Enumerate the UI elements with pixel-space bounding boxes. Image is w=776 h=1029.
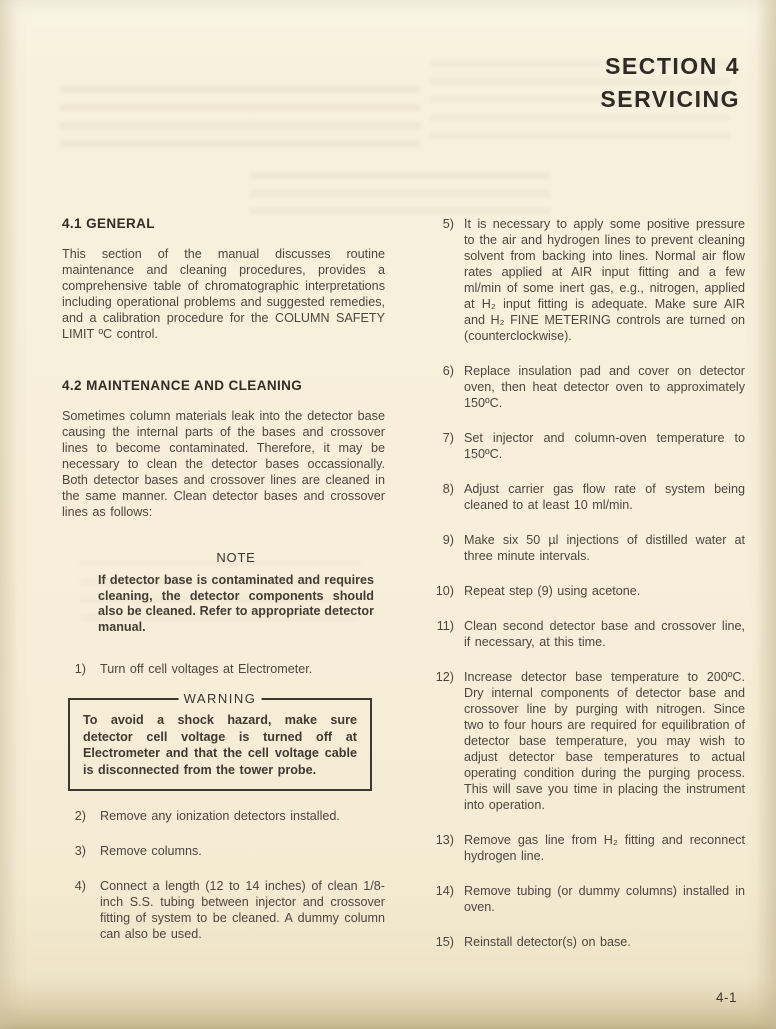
step-item [428, 216, 745, 344]
step-text: Remove tubing (or dummy columns) installed in oven. [464, 884, 745, 914]
step-item [62, 808, 385, 824]
note-title: NOTE [216, 550, 256, 565]
warning-body: To avoid a shock hazard, make sure detector cell voltage is turned off at Electrometer and that the cell voltage cable is disconnected from the tower probe. [83, 713, 357, 777]
step-text: Turn off cell voltages at Electrometer. [100, 662, 313, 677]
step-item [428, 883, 745, 915]
step-text: Reinstall detector(s) on base. [464, 935, 631, 949]
step-number: 10) [435, 584, 454, 598]
step-number: 9) [442, 533, 454, 547]
two-column-body [62, 216, 745, 950]
step-text: Remove gas line from H₂ fitting and reconnect hydrogen line. [464, 833, 745, 863]
step-item [428, 618, 745, 650]
step-text: It is necessary to apply some positive pressure to the air and hydrogen lines to prevent cleaning solvent from backing into lines. Normal air flow rates applied at AIR input fitting and a few ml/min of some inert gas, e.g., nitrogen, applied at H₂ input fitting is adequate. Make sure AIR and H₂ FINE METERING controls are turned on (counterclockwise). [464, 217, 745, 343]
step-text: Remove any ionization detectors installed. [100, 809, 340, 824]
heading-4-2-maintenance: 4.2 MAINTENANCE AND CLEANING [62, 378, 303, 393]
step-number: 3) [74, 844, 86, 859]
step-item [62, 878, 385, 942]
step-item [62, 843, 385, 859]
step-text: Repeat step (9) using acetone. [464, 584, 641, 598]
warning-title: WARNING [179, 691, 262, 706]
step-item [428, 583, 745, 599]
section-title-line1: SECTION 4 [605, 53, 740, 79]
step-number: 1) [74, 662, 86, 677]
step-number: 5) [442, 217, 454, 231]
step-number: 4) [74, 879, 86, 894]
page-number: 4-1 [715, 990, 737, 1005]
paragraph-maintenance: Sometimes column materials leak into the detector base causing the internal parts of the bases and crossover lines to become contaminated. Therefore, it may be necessary to clean the detector bases occassionally. Both detector bases and crossover lines are cleaned in the same manner. Clean detector bases and crossover lines as follows: [62, 409, 385, 519]
step-number: 14) [435, 884, 454, 898]
step-item [428, 669, 745, 813]
bleedthrough-artifact [60, 86, 420, 156]
step-item [62, 661, 385, 677]
step-text: Remove columns. [100, 844, 202, 859]
bleedthrough-artifact [250, 172, 550, 218]
step-number: 13) [435, 833, 454, 847]
step-item [428, 832, 745, 864]
section-title-line2: SERVICING [600, 86, 740, 112]
step-number: 8) [442, 482, 454, 496]
step-item [428, 934, 745, 950]
step-number: 6) [442, 364, 454, 378]
step-text: Set injector and column-oven temperature to 150ºC. [464, 431, 745, 461]
warning-box [68, 691, 372, 791]
note-block [98, 550, 374, 635]
section-header [600, 50, 740, 116]
step-text: Replace insulation pad and cover on detector oven, then heat detector oven to approximately 150ºC. [464, 364, 745, 410]
step-text: Adjust carrier gas flow rate of system being cleaned to at least 10 ml/min. [464, 482, 745, 512]
step-number: 12) [435, 670, 454, 684]
step-item [428, 481, 745, 513]
step-text: Make six 50 µl injections of distilled water at three minute intervals. [464, 533, 745, 563]
step-text: Increase detector base temperature to 200ºC. Dry internal components of detector base and crossover line by purging with nitrogen. Since two to four hours are required for equilibration of detector base temperature, you may wish to adjust detector base temperatures to actual operating condition during the purging process. This will save you time in placing the instrument into operation. [464, 670, 745, 812]
step-number: 11) [436, 619, 454, 633]
step-number: 7) [442, 431, 454, 445]
right-column [428, 216, 745, 950]
step-item [428, 430, 745, 462]
left-column [62, 216, 385, 942]
step-number: 15) [435, 935, 454, 949]
step-text: Clean second detector base and crossover line, if necessary, at this time. [464, 619, 745, 649]
step-number: 2) [74, 809, 86, 824]
step-item [428, 532, 745, 564]
step-item [428, 363, 745, 411]
step-text: Connect a length (12 to 14 inches) of clean 1/8-inch S.S. tubing between injector and crossover fitting of system to be cleaned. A dummy column can also be used. [100, 879, 385, 942]
note-body: If detector base is contaminated and requires cleaning, the detector components should also be cleaned. Refer to appropriate detector manual. [98, 573, 374, 634]
heading-4-1-general: 4.1 GENERAL [62, 216, 155, 231]
paragraph-general: This section of the manual discusses routine maintenance and cleaning procedures, provides a comprehensive table of chromatographic interpretations including operational problems and suggested remedies, and a calibration procedure for the COLUMN SAFETY LIMIT ºC control. [62, 247, 385, 341]
